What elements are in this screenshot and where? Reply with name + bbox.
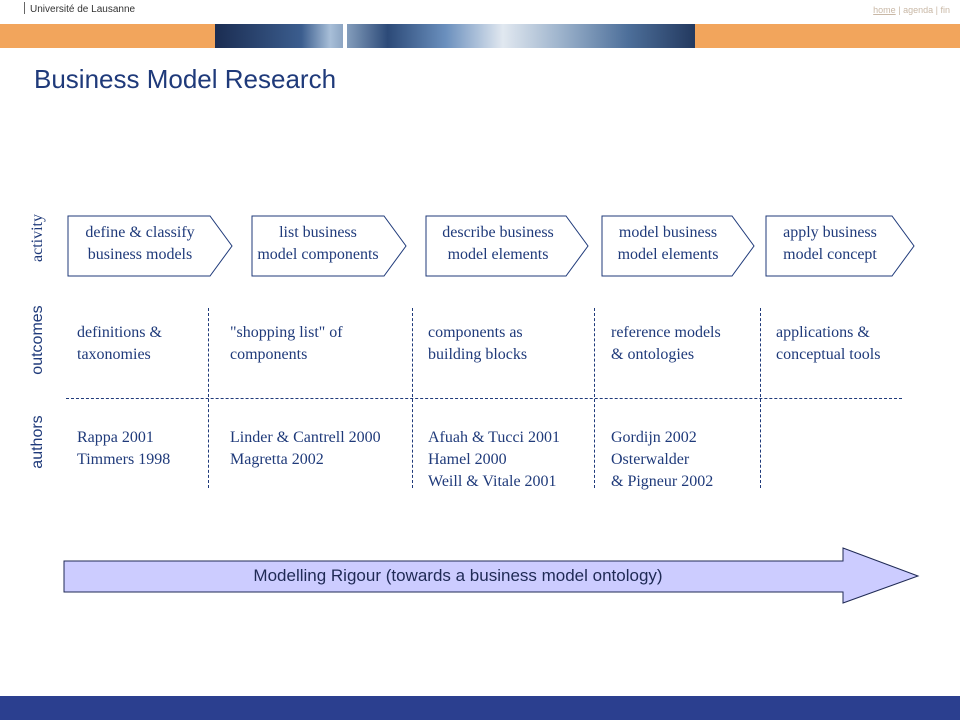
university-name: Université de Lausanne [30,4,136,15]
outcome-cell: applications & conceptual tools [776,324,881,363]
rigour-arrow-label: Modelling Rigour (towards a business model ontology) [253,566,663,585]
outcome-cell: components as building blocks [428,324,528,363]
row-divider [66,398,902,399]
nav-fin-link[interactable]: fin [940,5,950,15]
outcome-cell: definitions & taxonomies [77,324,162,363]
row-label-outcomes: outcomes [29,305,46,375]
nav-home-link[interactable]: home [873,5,896,15]
authors-cell: Gordijn 2002 Osterwalder & Pigneur 2002 [611,429,714,490]
authors-cell: Afuah & Tucci 2001 Hamel 2000 Weill & Vitale 2001 [428,429,560,490]
footer-bar [0,696,960,720]
nav-agenda-link[interactable]: agenda [903,5,934,15]
authors-cell: Linder & Cantrell 2000 Magretta 2002 [230,429,381,468]
step-list-components: list business model components [257,224,379,263]
row-label-activity: activity [29,214,46,262]
step-describe-elements: describe business model elements [442,224,554,263]
outcome-cell: "shopping list" of components [230,324,343,363]
outcome-cell: reference models & ontologies [611,324,721,363]
nav-separator: | [935,5,938,15]
step-define-classify: define & classify business models [85,224,195,263]
step-apply-concept: apply business model concept [783,224,877,263]
nav-separator: | [898,5,901,15]
row-label-authors: authors [29,415,46,469]
step-model-elements: model business model elements [617,224,719,263]
authors-cell: Rappa 2001 Timmers 1998 [77,429,171,468]
page-title: Business Model Research [34,64,337,94]
